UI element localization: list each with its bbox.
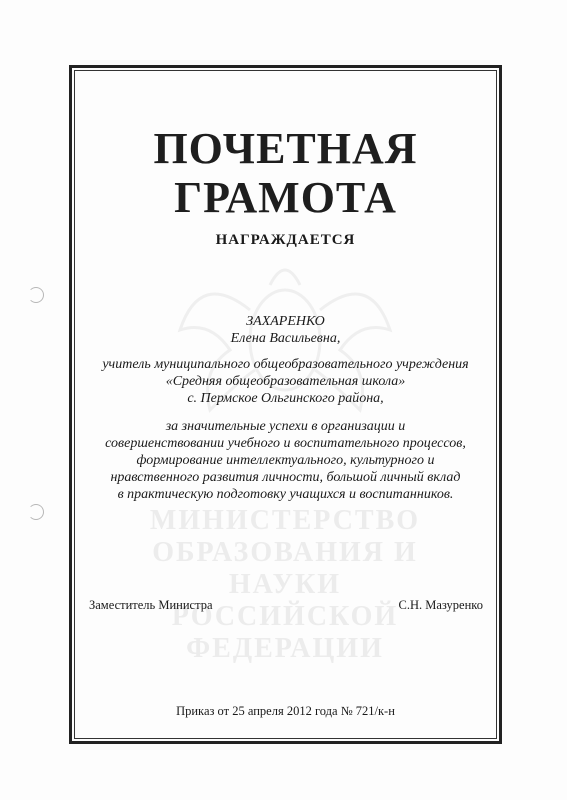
reason-line: в практическую подготовку учащихся и воспитанников. (117, 487, 454, 502)
position-line: «Средняя общеобразовательная школа» (165, 374, 406, 389)
watermark-line: РОССИЙСКОЙ ФЕДЕРАЦИИ (171, 601, 399, 664)
recipient-name: Елена Васильевна, (230, 331, 341, 346)
position-line: с. Пермское Ольгинского района, (187, 391, 384, 406)
reason-line: за значительные успехи в организации и (165, 419, 406, 434)
reason-line: совершенствовании учебного и воспитательного процессов, (105, 436, 466, 451)
position-line: учитель муниципального общеобразовательного учреждения (102, 357, 469, 372)
order-reference: Приказ от 25 апреля 2012 года № 721/к-н (176, 704, 395, 718)
watermark-line: МИНИСТЕРСТВО (149, 505, 421, 536)
recipient-surname: ЗАХАРЕНКО (246, 314, 325, 329)
position-block (84, 356, 487, 407)
recipient-block (84, 313, 487, 347)
signatory-title: Заместитель Министра (89, 598, 213, 612)
reason-line: нравственного развития личности, большой личный вклад (110, 470, 461, 485)
reason-block (84, 418, 487, 503)
punch-hole-bottom (28, 504, 44, 520)
reason-line: формирование интеллектуального, культурного и (136, 453, 435, 468)
watermark-line: ОБРАЗОВАНИЯ И НАУКИ (152, 537, 418, 600)
awarded-heading: НАГРАЖДАЕТСЯ (215, 232, 356, 248)
signatory-name: С.Н. Мазуренко (398, 598, 483, 612)
title-line-1: ПОЧЕТНАЯ (153, 124, 418, 173)
title-line-2: ГРАМОТА (174, 173, 397, 222)
punch-hole-top (28, 287, 44, 303)
